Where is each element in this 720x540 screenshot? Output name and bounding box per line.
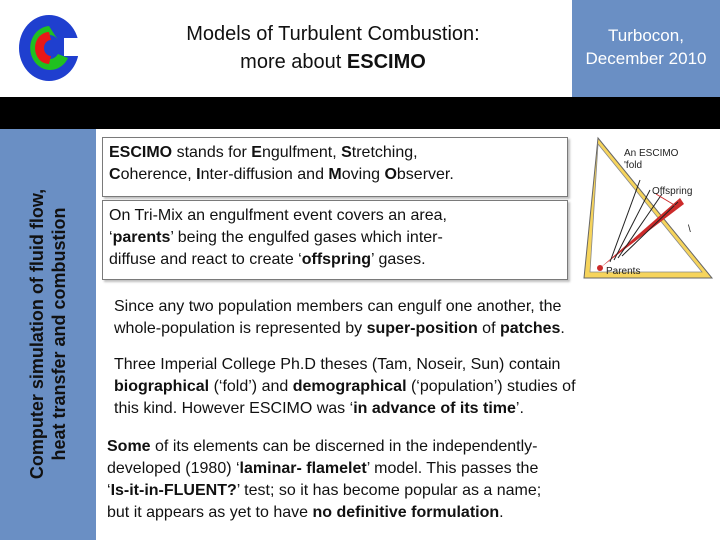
sidebar xyxy=(0,129,96,540)
fold-label-line2: 'fold xyxy=(624,160,643,171)
cham-logo-icon xyxy=(12,8,86,90)
superposition-paragraph: Since any two population members can engulf one another, the whole-population is represented by super-position of patches. xyxy=(114,298,565,337)
sidebar-line-2: heat transfer and combustion xyxy=(49,207,69,461)
flamelet-paragraph: Some of its elements can be discerned in the independently- developed (1980) ‘laminar- flamelet’ model. This passes the ‘Is-it-in-FLUENT?’ test; so it has become popular as a name; but it appears as yet to have no definitive formulation. xyxy=(107,438,542,521)
offspring-label: Offspring xyxy=(652,186,693,197)
parents-label: Parents xyxy=(606,266,641,277)
title-line-2: more about ESCIMO xyxy=(240,51,426,73)
event-tag xyxy=(570,0,720,98)
stray-mark: \ xyxy=(688,224,691,235)
logo xyxy=(12,8,86,90)
theses-paragraph: Three Imperial College Ph.D theses (Tam, Noseir, Sun) contain biographical (‘fold’) and demographical (‘population’) studies of this kind. However ESCIMO was ‘in advance of its time’. xyxy=(114,356,576,417)
engulfment-box: On Tri-Mix an engulfment event covers an area, ‘parents’ being the engulfed gases which inter- diffuse and react to create ‘offspring’ gases. xyxy=(102,200,568,280)
sidebar-caption xyxy=(26,134,70,534)
logo-gap xyxy=(64,38,82,56)
divider-bar xyxy=(0,97,720,129)
tri-mix-diagram xyxy=(580,134,714,282)
fold-label-line1: An ESCIMO xyxy=(624,148,679,159)
title-line-1: Models of Turbulent Combustion: xyxy=(186,23,480,45)
event-name: Turbocon, xyxy=(608,26,684,45)
sidebar-line-1: Computer simulation of fluid flow, xyxy=(27,188,47,480)
tri-mix-inner xyxy=(590,144,702,272)
event-date: December 2010 xyxy=(585,49,707,68)
triangle-diagram-icon xyxy=(580,134,714,282)
parents-point xyxy=(597,265,603,271)
acronym-box: ESCIMO stands for Engulfment, Stretching, Coherence, Inter-diffusion and Moving Observer. xyxy=(102,137,568,197)
slide-title xyxy=(96,20,570,76)
slide-header xyxy=(96,0,570,98)
